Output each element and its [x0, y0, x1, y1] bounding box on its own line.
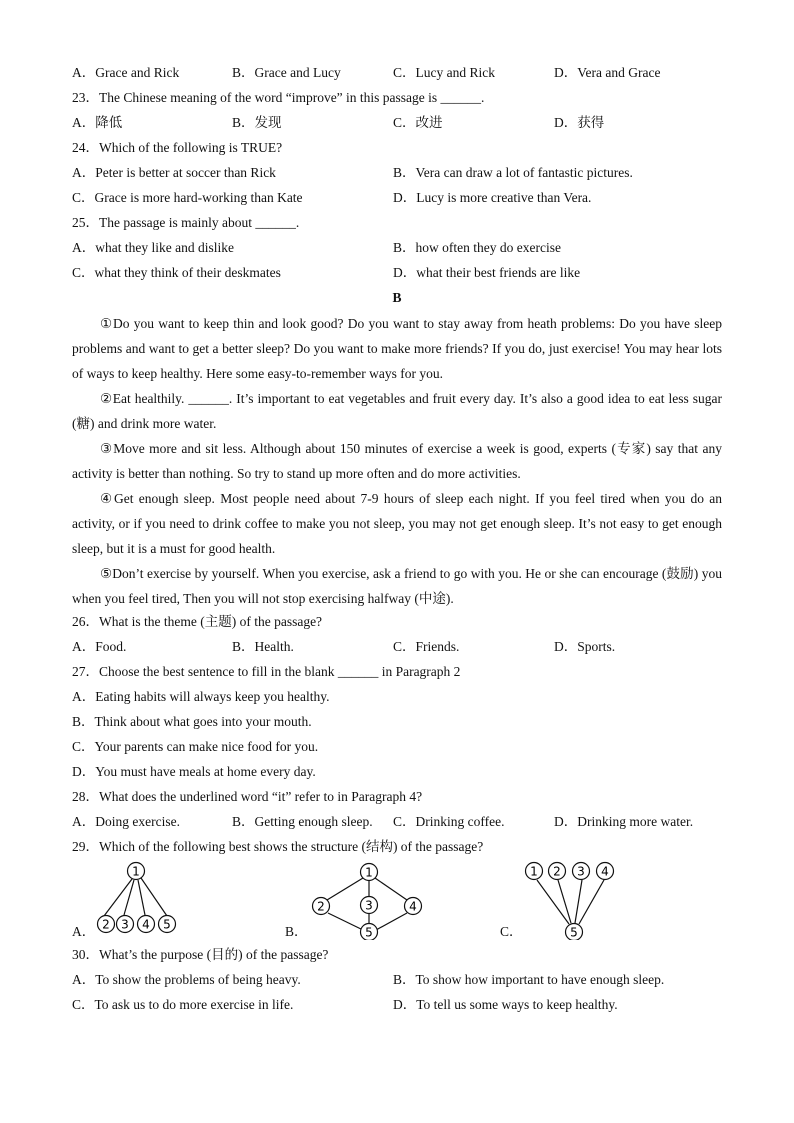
- diagram-b-node-4: [405, 898, 422, 915]
- svg-text:1: 1: [132, 864, 140, 879]
- q24-option-d[interactable]: D．Lucy is more creative than Vera.: [393, 190, 592, 205]
- q29-option-b[interactable]: B．: [285, 924, 308, 939]
- q30-option-b[interactable]: B．To show how important to have enough sleep.: [393, 972, 665, 987]
- paragraph-3: ③Move more and sit less. Although about 150 minutes of exercise a week is good, experts (专家) say that any activity is better than nothing. So try to stand up more often and do more activities.: [72, 441, 722, 481]
- q26-option-c[interactable]: C．Friends.: [393, 639, 460, 654]
- q28-option-d[interactable]: D．Drinking more water.: [554, 814, 694, 829]
- q24-option-a[interactable]: A．Peter is better at soccer than Rick: [72, 165, 276, 180]
- diagram-b-node-2: [313, 898, 330, 915]
- svg-text:5: 5: [163, 917, 171, 932]
- svg-text:1: 1: [365, 865, 373, 880]
- svg-text:3: 3: [365, 898, 373, 913]
- svg-text:3: 3: [121, 917, 129, 932]
- q27-option-a[interactable]: A．Eating habits will always keep you healthy.: [72, 689, 330, 704]
- svg-text:1: 1: [530, 864, 538, 879]
- diagram-b-node-1: [361, 864, 378, 881]
- svg-text:3: 3: [577, 864, 585, 879]
- q26-option-a[interactable]: A．Food.: [72, 639, 127, 654]
- svg-text:4: 4: [142, 917, 150, 932]
- q22-option-c[interactable]: C．Lucy and Rick: [393, 65, 495, 80]
- q22-option-b[interactable]: B．Grace and Lucy: [232, 65, 341, 80]
- q26-option-d[interactable]: D．Sports.: [554, 639, 616, 654]
- q30-option-c[interactable]: C．To ask us to do more exercise in life.: [72, 997, 294, 1012]
- diagram-c-node-5: [566, 924, 583, 941]
- q27-stem: 27．Choose the best sentence to fill in the blank ______ in Paragraph 2: [72, 664, 461, 679]
- structure-diagram-c: [520, 858, 620, 940]
- diagram-a-node-3: [117, 916, 134, 933]
- diagram-c-node-1: [526, 863, 543, 880]
- q26-stem: 26．What is the theme (主题) of the passage?: [72, 614, 323, 629]
- q23-option-b[interactable]: B．发现: [232, 115, 282, 130]
- q27-option-c[interactable]: C．Your parents can make nice food for you.: [72, 739, 319, 754]
- paragraph-4: ④Get enough sleep. Most people need about 7-9 hours of sleep each night. If you feel tired when you do an activity, or if you need to drink coffee to make you not sleep, you may not get enough sleep. It’s not easy to get enough sleep, but it is a must for good health.: [72, 491, 722, 556]
- diagram-b-node-5: [361, 924, 378, 941]
- q22-option-a[interactable]: A．Grace and Rick: [72, 65, 180, 80]
- diagram-a-node-4: [138, 916, 155, 933]
- svg-text:5: 5: [570, 925, 578, 940]
- q27-option-b[interactable]: B．Think about what goes into your mouth.: [72, 714, 312, 729]
- q27-option-d[interactable]: D．You must have meals at home every day.: [72, 764, 316, 779]
- q24-option-b[interactable]: B．Vera can draw a lot of fantastic pictures.: [393, 165, 633, 180]
- q28-option-c[interactable]: C．Drinking coffee.: [393, 814, 505, 829]
- diagram-a-node-1: [128, 863, 145, 880]
- q25-stem: 25．The passage is mainly about ______.: [72, 215, 300, 230]
- q23-stem: 23．The Chinese meaning of the word “improve” in this passage is ______.: [72, 90, 485, 105]
- svg-text:4: 4: [409, 899, 417, 914]
- q25-option-d[interactable]: D．what their best friends are like: [393, 265, 581, 280]
- paragraph-5: ⑤Don’t exercise by yourself. When you exercise, ask a friend to go with you. He or she can encourage (鼓励) you when you feel tired, Then you will not stop exercising halfway (中途).: [72, 566, 722, 606]
- q23-option-d[interactable]: D．获得: [554, 115, 605, 130]
- q26-option-b[interactable]: B．Health.: [232, 639, 294, 654]
- diagram-a-node-5: [159, 916, 176, 933]
- q23-option-a[interactable]: A．降低: [72, 115, 123, 130]
- diagram-a-node-2: [98, 916, 115, 933]
- q28-option-b[interactable]: B．Getting enough sleep.: [232, 814, 373, 829]
- section-b-heading: B: [392, 290, 402, 305]
- svg-text:5: 5: [365, 925, 373, 940]
- structure-diagram-b: [305, 858, 430, 940]
- svg-text:4: 4: [601, 864, 609, 879]
- q24-stem: 24．Which of the following is TRUE?: [72, 140, 283, 155]
- paragraph-2: ②Eat healthily. ______. It’s important to eat vegetables and fruit every day. It’s also a good idea to eat less sugar (糖) and drink more water.: [72, 391, 722, 431]
- q25-option-a[interactable]: A．what they like and dislike: [72, 240, 234, 255]
- q24-option-c[interactable]: C．Grace is more hard-working than Kate: [72, 190, 303, 205]
- diagram-c-node-3: [573, 863, 590, 880]
- q30-option-a[interactable]: A．To show the problems of being heavy.: [72, 972, 301, 987]
- q28-stem: 28．What does the underlined word “it” refer to in Paragraph 4?: [72, 789, 423, 804]
- q29-stem: 29．Which of the following best shows the structure (结构) of the passage?: [72, 839, 484, 854]
- q25-option-c[interactable]: C．what they think of their deskmates: [72, 265, 281, 280]
- q25-option-b[interactable]: B．how often they do exercise: [393, 240, 561, 255]
- structure-diagram-a: [92, 858, 192, 940]
- paragraph-1: ①Do you want to keep thin and look good? Do you want to stay away from heath problems: Do you have sleep problems and want to get a better sleep? Do you want to make more friends? If you do, just exercise! You may hear lots of ways to keep healthy. Here some easy-to-remember ways for you.: [72, 316, 722, 381]
- q30-option-d[interactable]: D．To tell us some ways to keep healthy.: [393, 997, 618, 1012]
- q23-option-c[interactable]: C．改进: [393, 115, 443, 130]
- diagram-c-node-4: [597, 863, 614, 880]
- svg-text:2: 2: [102, 917, 110, 932]
- q22-option-d[interactable]: D．Vera and Grace: [554, 65, 661, 80]
- svg-text:2: 2: [553, 864, 561, 879]
- q28-option-a[interactable]: A．Doing exercise.: [72, 814, 180, 829]
- q29-option-a[interactable]: A．: [72, 924, 96, 939]
- q29-option-c[interactable]: C．: [500, 924, 523, 939]
- q30-stem: 30．What’s the purpose (目的) of the passage?: [72, 947, 329, 962]
- diagram-c-node-2: [549, 863, 566, 880]
- diagram-b-node-3: [361, 897, 378, 914]
- svg-text:2: 2: [317, 899, 325, 914]
